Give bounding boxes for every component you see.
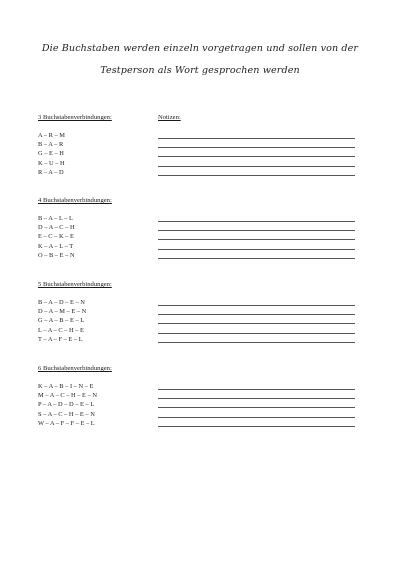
- notes-line[interactable]: [158, 398, 355, 399]
- combination-row: [38, 382, 358, 391]
- combination-row: [38, 326, 358, 335]
- notes-line[interactable]: [158, 230, 355, 231]
- notes-line[interactable]: [158, 407, 355, 408]
- section-heading: 5 Buchstabenverbindungen:: [38, 281, 112, 288]
- letter-combination: K – U – H: [38, 159, 65, 167]
- letter-combination: L – A – C – H – E: [38, 326, 84, 334]
- letter-combination: W – A – F – F – E – L: [38, 419, 95, 427]
- letter-combination: G – A – B – E – L: [38, 317, 85, 325]
- combination-row: [38, 223, 358, 232]
- section-heading: 6 Buchstabenverbindungen:: [38, 365, 112, 372]
- letter-combination: T – A – F – E – L: [38, 335, 83, 343]
- notes-line[interactable]: [158, 175, 355, 176]
- section-heading: 3 Buchstabenverbindungen:: [38, 114, 112, 121]
- letter-combination: O – B – E – N: [38, 251, 75, 259]
- notes-line[interactable]: [158, 166, 355, 167]
- combination-row: [38, 149, 358, 158]
- combination-row: [38, 400, 358, 409]
- notes-heading: Notizen:: [158, 114, 181, 121]
- notes-line[interactable]: [158, 258, 355, 259]
- combination-row: [38, 140, 358, 149]
- letter-combination: M – A – C – H – E – N: [38, 392, 97, 400]
- letter-combination: D – A – M – E – N: [38, 308, 87, 316]
- notes-line[interactable]: [158, 417, 355, 418]
- instruction-line-2: Testperson als Wort gesprochen werden: [100, 65, 300, 76]
- letter-combination: B – A – D – E – N: [38, 299, 85, 306]
- section-4-letters: [38, 196, 358, 260]
- section-6-letters: [38, 364, 358, 428]
- letter-combination: K – A – B – I – N – E: [38, 383, 94, 390]
- combination-row: [38, 131, 358, 140]
- notes-line[interactable]: [158, 333, 355, 334]
- notes-line[interactable]: [158, 305, 355, 306]
- combination-row: [38, 391, 358, 400]
- combination-row: [38, 251, 358, 260]
- letter-combination: B – A – R: [38, 141, 64, 149]
- section-3-letters: [38, 113, 358, 177]
- letter-combination: K – A – L – T: [38, 242, 74, 250]
- letter-combination: G – E – H: [38, 150, 64, 158]
- letter-combination: A – R – M: [38, 132, 65, 139]
- combination-row: [38, 419, 358, 428]
- letter-combination: D – A – C – H: [38, 224, 75, 232]
- instruction-line-1: Die Buchstaben werden einzeln vorgetragen und sollen von der: [41, 43, 359, 54]
- letter-combination: E – C – K – E: [38, 233, 74, 241]
- letter-combination: R – A – D: [38, 168, 64, 176]
- combination-row: [38, 410, 358, 419]
- notes-line[interactable]: [158, 323, 355, 324]
- combination-row: [38, 242, 358, 251]
- combination-row: [38, 316, 358, 325]
- notes-line[interactable]: [158, 249, 355, 250]
- notes-line[interactable]: [158, 138, 355, 139]
- combination-row: [38, 168, 358, 177]
- notes-line[interactable]: [158, 342, 355, 343]
- combination-row: [38, 214, 358, 223]
- notes-line[interactable]: [158, 426, 355, 427]
- notes-line[interactable]: [158, 239, 355, 240]
- notes-line[interactable]: [158, 147, 355, 148]
- letter-combination: B – A – L – L: [38, 215, 73, 222]
- notes-line[interactable]: [158, 156, 355, 157]
- notes-line[interactable]: [158, 221, 355, 222]
- combination-row: [38, 232, 358, 241]
- notes-line[interactable]: [158, 389, 355, 390]
- combination-row: [38, 298, 358, 307]
- combination-row: [38, 159, 358, 168]
- combination-row: [38, 335, 358, 344]
- section-heading: 4 Buchstabenverbindungen:: [38, 197, 112, 204]
- instruction-title: [30, 38, 370, 82]
- letter-combination: P – A – D – D – E – L: [38, 401, 95, 409]
- letter-combination: S – A – C – H – E – N: [38, 410, 95, 418]
- section-5-letters: [38, 280, 358, 344]
- combination-row: [38, 307, 358, 316]
- notes-line[interactable]: [158, 314, 355, 315]
